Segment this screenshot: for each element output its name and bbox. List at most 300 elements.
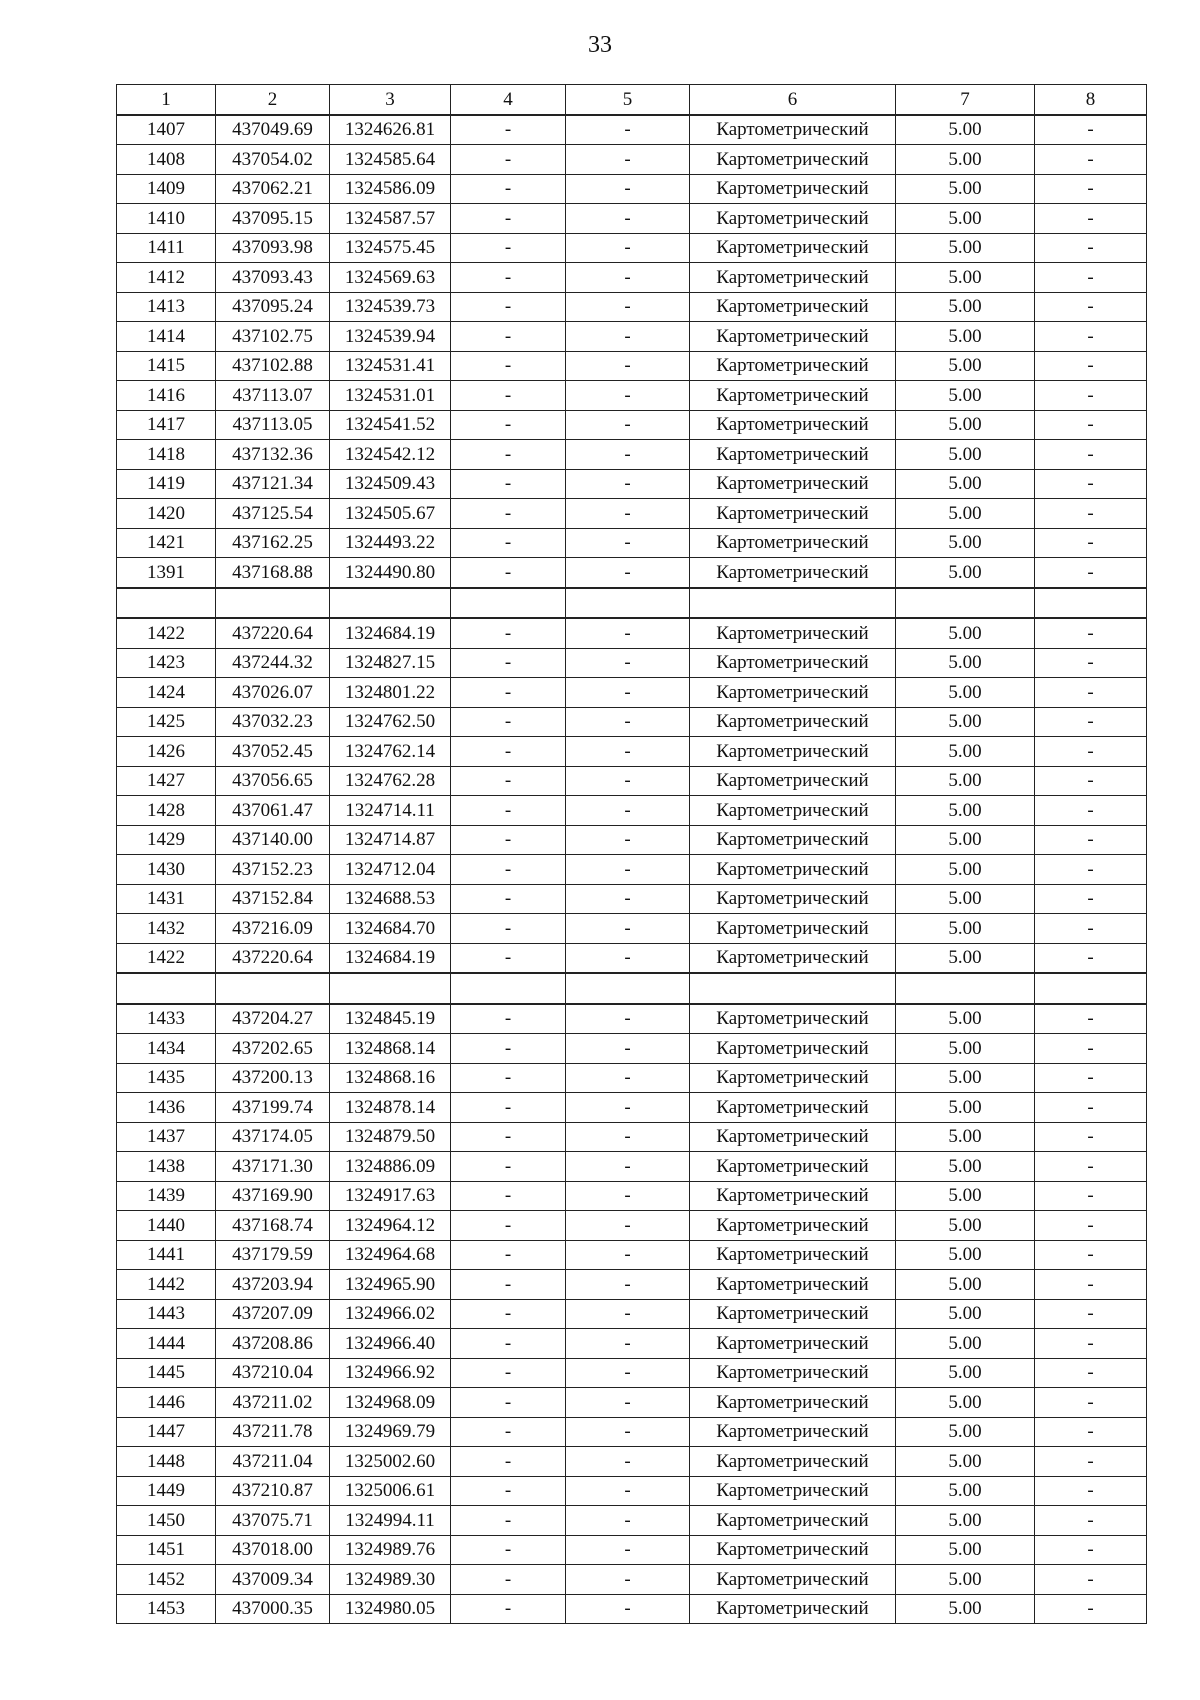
table-row: [117, 558, 1147, 588]
table-cell: 1324626.81: [330, 115, 451, 145]
table-cell: Картометрический: [690, 410, 896, 440]
table-cell: -: [1035, 796, 1147, 826]
table-cell: -: [451, 1211, 566, 1241]
table-cell: Картометрический: [690, 884, 896, 914]
table-cell: 1439: [117, 1181, 216, 1211]
table-cell: 1408: [117, 145, 216, 175]
table-cell: 1437: [117, 1122, 216, 1152]
table-cell: 1324539.94: [330, 322, 451, 352]
table-cell: 5.00: [896, 263, 1035, 293]
table-cell: -: [566, 1506, 690, 1536]
table-cell: 1414: [117, 322, 216, 352]
table-cell: 1324801.22: [330, 678, 451, 708]
table-cell: 1324878.14: [330, 1093, 451, 1123]
table-cell: 1324714.87: [330, 825, 451, 855]
table-cell: 5.00: [896, 1535, 1035, 1565]
table-cell: -: [451, 855, 566, 885]
table-cell: 5.00: [896, 737, 1035, 767]
table-cell: 1324964.12: [330, 1211, 451, 1241]
table-cell: -: [1035, 1093, 1147, 1123]
table-cell: -: [451, 1240, 566, 1270]
table-cell: -: [566, 1211, 690, 1241]
table-cell: 5.00: [896, 678, 1035, 708]
table-cell: 5.00: [896, 381, 1035, 411]
table-cell: 1422: [117, 618, 216, 648]
table-cell: -: [566, 1122, 690, 1152]
table-cell: -: [566, 648, 690, 678]
table-cell: -: [1035, 1122, 1147, 1152]
table-cell: 1324964.68: [330, 1240, 451, 1270]
table-body: [117, 115, 1147, 1624]
table-cell: -: [451, 1565, 566, 1595]
table-cell: [330, 588, 451, 619]
table-row: [117, 1093, 1147, 1123]
table-cell: 437244.32: [216, 648, 330, 678]
table-cell: 1324509.43: [330, 469, 451, 499]
table-cell: 1324569.63: [330, 263, 451, 293]
table-cell: 1324586.09: [330, 174, 451, 204]
table-cell: 1324968.09: [330, 1388, 451, 1418]
table-cell: -: [566, 499, 690, 529]
table-cell: [1035, 588, 1147, 619]
table-cell: 1324917.63: [330, 1181, 451, 1211]
table-cell: -: [566, 558, 690, 588]
table-cell: -: [1035, 1358, 1147, 1388]
table-cell: -: [566, 440, 690, 470]
table-cell: Картометрический: [690, 204, 896, 234]
table-row: [117, 410, 1147, 440]
table-cell: -: [451, 618, 566, 648]
table-row: [117, 1063, 1147, 1093]
table-cell: -: [566, 115, 690, 145]
table-cell: -: [1035, 678, 1147, 708]
table-cell: -: [566, 1329, 690, 1359]
table-cell: 437152.23: [216, 855, 330, 885]
table-cell: 1324966.92: [330, 1358, 451, 1388]
table-cell: 5.00: [896, 648, 1035, 678]
table-cell: -: [451, 351, 566, 381]
table-cell: -: [1035, 1034, 1147, 1064]
table-cell: 5.00: [896, 914, 1035, 944]
table-row: [117, 1034, 1147, 1064]
table-row: [117, 1447, 1147, 1477]
table-row: [117, 1181, 1147, 1211]
column-header: 3: [330, 85, 451, 115]
table-cell: 1324587.57: [330, 204, 451, 234]
table-cell: -: [566, 1063, 690, 1093]
table-cell: 1325006.61: [330, 1476, 451, 1506]
table-cell: -: [566, 1270, 690, 1300]
table-cell: 437162.25: [216, 528, 330, 558]
table-cell: -: [1035, 145, 1147, 175]
table-cell: 1448: [117, 1447, 216, 1477]
table-cell: -: [566, 292, 690, 322]
column-header: 6: [690, 85, 896, 115]
table-cell: 5.00: [896, 351, 1035, 381]
table-cell: 1324886.09: [330, 1152, 451, 1182]
table-cell: Картометрический: [690, 1270, 896, 1300]
table-cell: 1450: [117, 1506, 216, 1536]
table-cell: -: [451, 1476, 566, 1506]
table-cell: [216, 973, 330, 1004]
table-cell: 1324868.14: [330, 1034, 451, 1064]
table-cell: 5.00: [896, 1358, 1035, 1388]
table-row: [117, 796, 1147, 826]
table-cell: -: [566, 351, 690, 381]
table-cell: -: [451, 322, 566, 352]
table-row: [117, 204, 1147, 234]
table-cell: -: [451, 707, 566, 737]
table-cell: Картометрический: [690, 351, 896, 381]
table-cell: -: [451, 1270, 566, 1300]
table-cell: 5.00: [896, 499, 1035, 529]
table-cell: -: [566, 263, 690, 293]
table-cell: 437211.04: [216, 1447, 330, 1477]
table-row: [117, 233, 1147, 263]
table-cell: -: [566, 943, 690, 973]
table-cell: 1324539.73: [330, 292, 451, 322]
table-cell: -: [1035, 825, 1147, 855]
table-cell: 5.00: [896, 115, 1035, 145]
table-cell: 5.00: [896, 1506, 1035, 1536]
table-cell: -: [566, 825, 690, 855]
table-cell: 1324585.64: [330, 145, 451, 175]
table-cell: 5.00: [896, 233, 1035, 263]
separator-row: [117, 973, 1147, 1004]
table-row: [117, 766, 1147, 796]
table-cell: 437152.84: [216, 884, 330, 914]
table-cell: -: [566, 1034, 690, 1064]
table-cell: -: [1035, 648, 1147, 678]
table-cell: 1324969.79: [330, 1417, 451, 1447]
table-cell: 1324980.05: [330, 1594, 451, 1624]
table-cell: 5.00: [896, 410, 1035, 440]
table-cell: Картометрический: [690, 1211, 896, 1241]
table-cell: 1324868.16: [330, 1063, 451, 1093]
table-cell: Картометрический: [690, 1535, 896, 1565]
table-cell: -: [1035, 1417, 1147, 1447]
table-cell: [690, 973, 896, 1004]
table-cell: [330, 973, 451, 1004]
table-cell: 1324531.41: [330, 351, 451, 381]
column-header: 8: [1035, 85, 1147, 115]
table-cell: -: [1035, 1152, 1147, 1182]
table-cell: Картометрический: [690, 1181, 896, 1211]
table-cell: 437125.54: [216, 499, 330, 529]
table-cell: 5.00: [896, 1388, 1035, 1418]
table-cell: 1324762.14: [330, 737, 451, 767]
table-cell: 5.00: [896, 1447, 1035, 1477]
table-cell: 5.00: [896, 1152, 1035, 1182]
table-row: [117, 440, 1147, 470]
table-cell: Картометрический: [690, 943, 896, 973]
table-cell: 1324712.04: [330, 855, 451, 885]
table-cell: 1422: [117, 943, 216, 973]
table-cell: 1419: [117, 469, 216, 499]
table-cell: Картометрический: [690, 1063, 896, 1093]
table-cell: 1324989.76: [330, 1535, 451, 1565]
table-cell: 1412: [117, 263, 216, 293]
table-cell: -: [451, 766, 566, 796]
table-cell: -: [1035, 1565, 1147, 1595]
table-row: [117, 1211, 1147, 1241]
table-cell: 5.00: [896, 943, 1035, 973]
table-cell: 437168.74: [216, 1211, 330, 1241]
table-cell: 437000.35: [216, 1594, 330, 1624]
table-row: [117, 855, 1147, 885]
table-cell: -: [451, 233, 566, 263]
table-cell: 437174.05: [216, 1122, 330, 1152]
table-cell: -: [451, 796, 566, 826]
table-cell: -: [451, 1535, 566, 1565]
column-header: 4: [451, 85, 566, 115]
table-cell: -: [1035, 1181, 1147, 1211]
table-cell: -: [1035, 1004, 1147, 1034]
table-row: [117, 381, 1147, 411]
table-cell: 1427: [117, 766, 216, 796]
table-cell: -: [566, 1358, 690, 1388]
table-cell: -: [566, 1299, 690, 1329]
table-cell: 1324989.30: [330, 1565, 451, 1595]
table-row: [117, 322, 1147, 352]
table-cell: 437169.90: [216, 1181, 330, 1211]
table-cell: -: [451, 943, 566, 973]
table-cell: Картометрический: [690, 1417, 896, 1447]
table-cell: Картометрический: [690, 292, 896, 322]
table-cell: -: [566, 884, 690, 914]
table-cell: -: [1035, 292, 1147, 322]
table-cell: 437203.94: [216, 1270, 330, 1300]
table-cell: 5.00: [896, 1063, 1035, 1093]
table-cell: 1432: [117, 914, 216, 944]
table-cell: -: [451, 1093, 566, 1123]
table-cell: -: [451, 1063, 566, 1093]
table-cell: -: [566, 707, 690, 737]
table-cell: -: [1035, 115, 1147, 145]
table-row: [117, 1535, 1147, 1565]
table-cell: -: [1035, 322, 1147, 352]
table-cell: 1447: [117, 1417, 216, 1447]
table-cell: -: [1035, 1063, 1147, 1093]
table-cell: -: [451, 1122, 566, 1152]
table-cell: -: [1035, 1535, 1147, 1565]
table-cell: -: [451, 440, 566, 470]
table-cell: Картометрический: [690, 1594, 896, 1624]
table-cell: -: [1035, 943, 1147, 973]
table-cell: 437207.09: [216, 1299, 330, 1329]
table-cell: 437093.43: [216, 263, 330, 293]
table-cell: Картометрический: [690, 174, 896, 204]
table-cell: -: [566, 1181, 690, 1211]
table-cell: Картометрический: [690, 1565, 896, 1595]
table-cell: [896, 588, 1035, 619]
table-row: [117, 1358, 1147, 1388]
separator-row: [117, 588, 1147, 619]
table-row: [117, 351, 1147, 381]
table-cell: -: [451, 292, 566, 322]
table-cell: 437009.34: [216, 1565, 330, 1595]
table-cell: 437211.78: [216, 1417, 330, 1447]
table-cell: 5.00: [896, 292, 1035, 322]
table-cell: Картометрический: [690, 145, 896, 175]
table-cell: Картометрический: [690, 1506, 896, 1536]
table-cell: 1418: [117, 440, 216, 470]
table-cell: 437204.27: [216, 1004, 330, 1034]
table-cell: 1429: [117, 825, 216, 855]
table-cell: 1413: [117, 292, 216, 322]
table-cell: -: [1035, 469, 1147, 499]
table-cell: 5.00: [896, 1034, 1035, 1064]
table-cell: Картометрический: [690, 499, 896, 529]
table-cell: -: [566, 855, 690, 885]
table-cell: 5.00: [896, 1299, 1035, 1329]
table-cell: 437102.75: [216, 322, 330, 352]
table-cell: 1442: [117, 1270, 216, 1300]
table-cell: -: [451, 1358, 566, 1388]
table-cell: [690, 588, 896, 619]
table-cell: 1420: [117, 499, 216, 529]
table-cell: 1324762.50: [330, 707, 451, 737]
table-cell: 437026.07: [216, 678, 330, 708]
table-row: [117, 1388, 1147, 1418]
table-row: [117, 1122, 1147, 1152]
table-cell: -: [566, 766, 690, 796]
table-cell: 1430: [117, 855, 216, 885]
table-cell: 437113.05: [216, 410, 330, 440]
table-cell: -: [1035, 884, 1147, 914]
table-cell: -: [1035, 1240, 1147, 1270]
table-cell: 5.00: [896, 558, 1035, 588]
table-cell: Картометрический: [690, 1447, 896, 1477]
table-cell: -: [451, 381, 566, 411]
table-row: [117, 499, 1147, 529]
table-cell: Картометрический: [690, 855, 896, 885]
table-cell: 1324966.02: [330, 1299, 451, 1329]
table-cell: -: [566, 145, 690, 175]
table-cell: -: [566, 1240, 690, 1270]
table-cell: 437210.04: [216, 1358, 330, 1388]
table-row: [117, 825, 1147, 855]
table-cell: 1415: [117, 351, 216, 381]
table-cell: 437168.88: [216, 558, 330, 588]
table-cell: Картометрический: [690, 707, 896, 737]
table-cell: Картометрический: [690, 737, 896, 767]
table-cell: -: [1035, 737, 1147, 767]
table-cell: -: [1035, 1506, 1147, 1536]
table-cell: 1324684.70: [330, 914, 451, 944]
table-row: [117, 737, 1147, 767]
table-cell: -: [566, 1565, 690, 1595]
table-cell: 1324845.19: [330, 1004, 451, 1034]
table-row: [117, 174, 1147, 204]
table-row: [117, 1004, 1147, 1034]
table-cell: 1453: [117, 1594, 216, 1624]
table-cell: 5.00: [896, 1417, 1035, 1447]
table-cell: 5.00: [896, 174, 1035, 204]
table-cell: 437211.02: [216, 1388, 330, 1418]
table-cell: -: [566, 204, 690, 234]
table-cell: [566, 973, 690, 1004]
table-cell: -: [566, 528, 690, 558]
table-row: [117, 292, 1147, 322]
table-cell: [566, 588, 690, 619]
table-row: [117, 707, 1147, 737]
table-cell: Картометрический: [690, 528, 896, 558]
table-row: [117, 943, 1147, 973]
table-cell: -: [1035, 914, 1147, 944]
table-cell: 5.00: [896, 855, 1035, 885]
table-cell: [216, 588, 330, 619]
table-cell: -: [1035, 1329, 1147, 1359]
table-cell: 437075.71: [216, 1506, 330, 1536]
table-cell: 1435: [117, 1063, 216, 1093]
table-cell: 5.00: [896, 1594, 1035, 1624]
table-row: [117, 145, 1147, 175]
table-cell: 1324965.90: [330, 1270, 451, 1300]
table-cell: -: [1035, 1211, 1147, 1241]
table-cell: 1433: [117, 1004, 216, 1034]
table-cell: Картометрический: [690, 263, 896, 293]
page-number: 33: [588, 32, 612, 58]
table-cell: -: [566, 1594, 690, 1624]
table-cell: 5.00: [896, 1270, 1035, 1300]
table-row: [117, 618, 1147, 648]
table-cell: -: [451, 145, 566, 175]
table-cell: Картометрический: [690, 322, 896, 352]
table-cell: 1425: [117, 707, 216, 737]
table-cell: -: [1035, 1299, 1147, 1329]
table-cell: 1407: [117, 115, 216, 145]
table-cell: 5.00: [896, 322, 1035, 352]
table-cell: -: [451, 528, 566, 558]
table-cell: -: [451, 678, 566, 708]
table-cell: -: [451, 115, 566, 145]
table-cell: -: [566, 410, 690, 440]
table-cell: -: [1035, 707, 1147, 737]
table-cell: -: [1035, 233, 1147, 263]
table-cell: 437200.13: [216, 1063, 330, 1093]
table-cell: -: [451, 737, 566, 767]
table-cell: Картометрический: [690, 1388, 896, 1418]
table-cell: -: [451, 1506, 566, 1536]
table-cell: 5.00: [896, 145, 1035, 175]
table-cell: Картометрический: [690, 381, 896, 411]
table-row: [117, 1270, 1147, 1300]
table-cell: 5.00: [896, 1476, 1035, 1506]
table-cell: 437095.24: [216, 292, 330, 322]
table-cell: 1438: [117, 1152, 216, 1182]
table-cell: -: [566, 1093, 690, 1123]
table-cell: 437062.21: [216, 174, 330, 204]
table-cell: 1444: [117, 1329, 216, 1359]
table-cell: -: [1035, 174, 1147, 204]
table-cell: -: [451, 825, 566, 855]
table-cell: 437018.00: [216, 1535, 330, 1565]
table-cell: 1324531.01: [330, 381, 451, 411]
column-header: 2: [216, 85, 330, 115]
table-row: [117, 884, 1147, 914]
table-row: [117, 1299, 1147, 1329]
column-header: 1: [117, 85, 216, 115]
table-cell: 437052.45: [216, 737, 330, 767]
table-cell: [117, 973, 216, 1004]
table-cell: Картометрический: [690, 440, 896, 470]
table-cell: 1436: [117, 1093, 216, 1123]
table-cell: 1324714.11: [330, 796, 451, 826]
table-cell: -: [1035, 499, 1147, 529]
table-cell: Картометрический: [690, 469, 896, 499]
table-cell: 1324994.11: [330, 1506, 451, 1536]
